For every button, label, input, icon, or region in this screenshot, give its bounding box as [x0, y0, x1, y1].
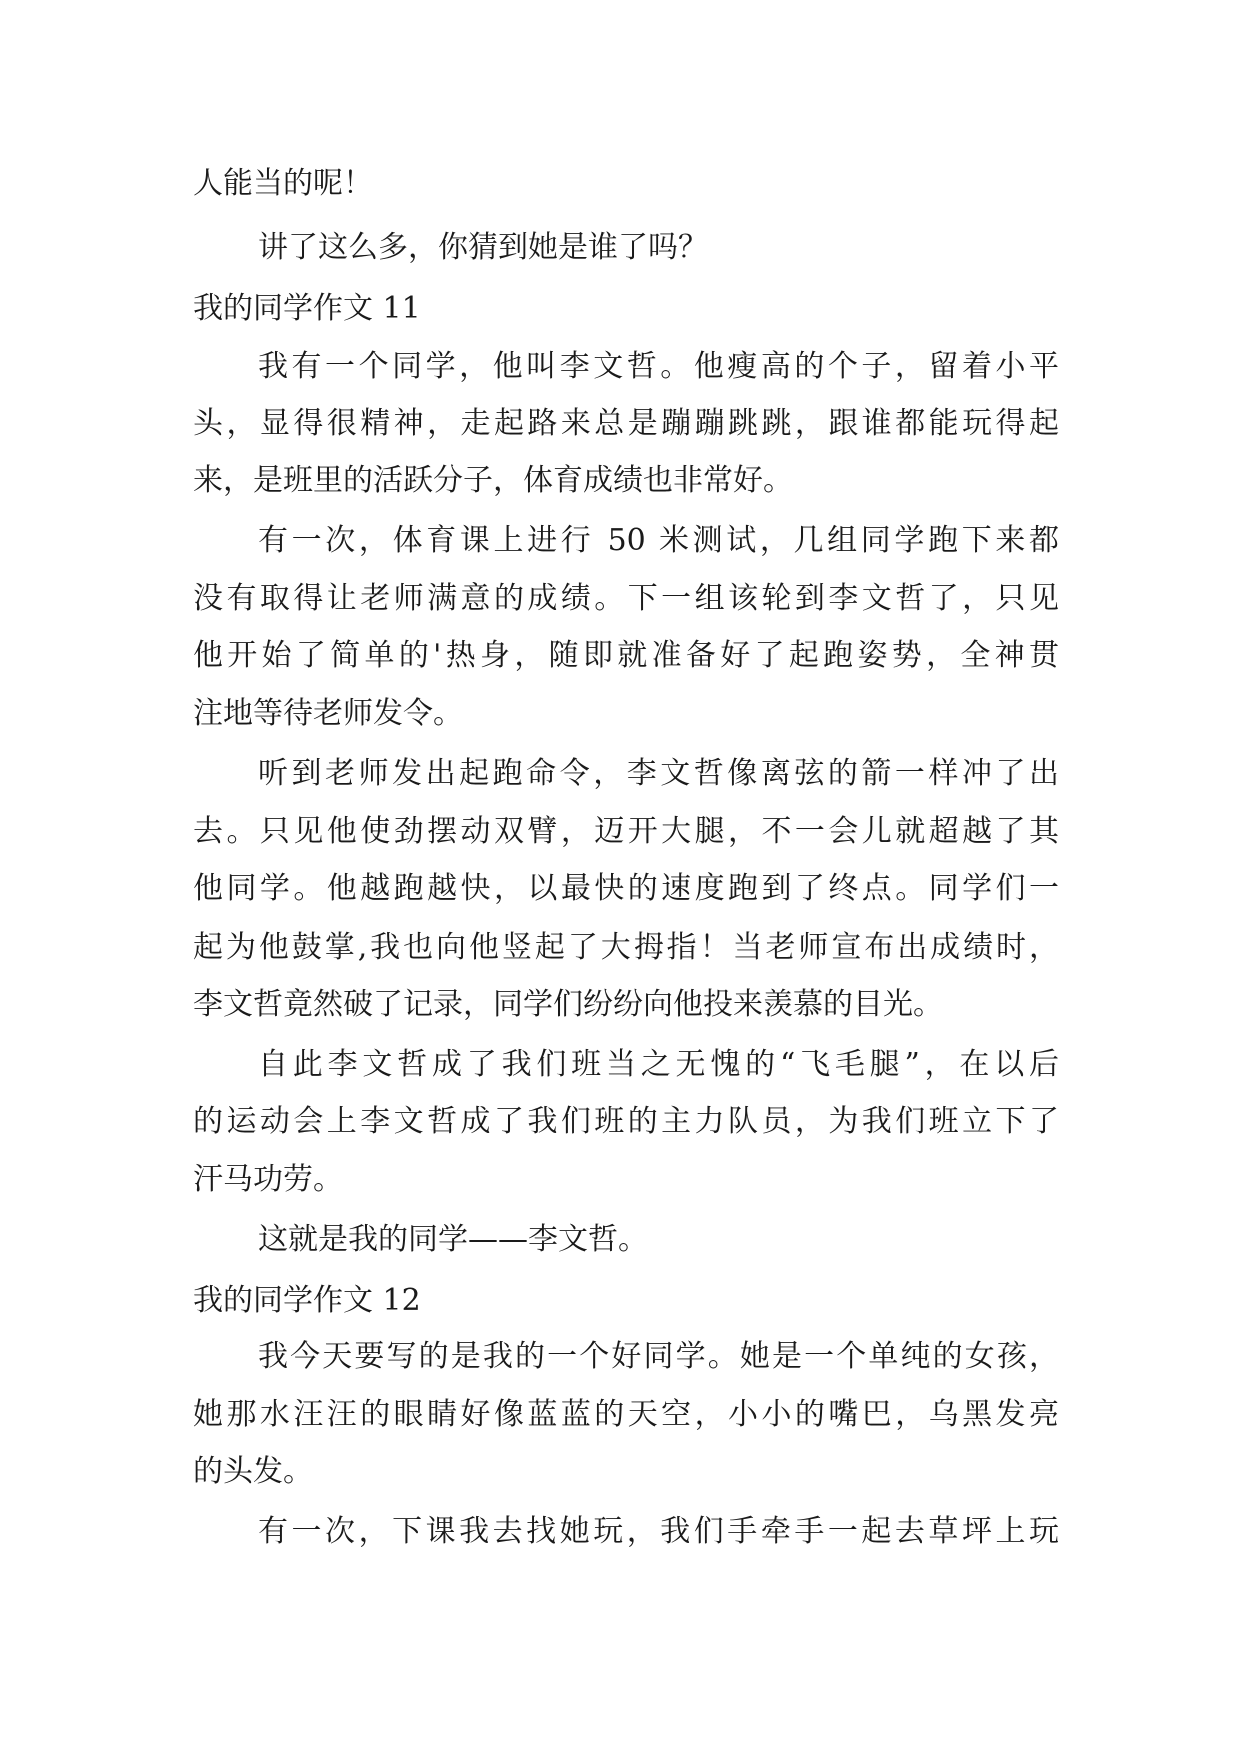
text-line: 起为他鼓掌,我也向他竖起了大拇指！当老师宣布出成绩时，: [193, 930, 1059, 965]
text-line: 自此李文哲成了我们班当之无愧的“飞毛腿”，在以后: [258, 1047, 1059, 1082]
text-line: 有一次，体育课上进行 50 米测试，几组同学跑下来都: [258, 523, 1059, 558]
text-line: 的头发。: [193, 1454, 313, 1489]
text-line: 人能当的呢！: [193, 166, 373, 201]
text-line: 我有一个同学，他叫李文哲。他瘦高的个子，留着小平: [258, 349, 1059, 384]
text-line: 他开始了简单的'热身，随即就准备好了起跑姿势，全神贯: [193, 638, 1059, 673]
text-line: 讲了这么多，你猜到她是谁了吗？: [258, 230, 708, 265]
text-line: 来，是班里的活跃分子，体育成绩也非常好。: [193, 463, 793, 498]
text-line: 没有取得让老师满意的成绩。下一组该轮到李文哲了，只见: [193, 581, 1059, 616]
text-line: 李文哲竟然破了记录，同学们纷纷向他投来羡慕的目光。: [193, 987, 943, 1022]
text-line: 我今天要写的是我的一个好同学。她是一个单纯的女孩，: [258, 1339, 1059, 1374]
text-line: 去。只见他使劲摆动双臂，迈开大腿，不一会儿就超越了其: [193, 814, 1059, 849]
text-line: 这就是我的同学——李文哲。: [258, 1222, 648, 1257]
section-heading: 我的同学作文 11: [193, 291, 421, 326]
text-line: 有一次，下课我去找她玩，我们手牵手一起去草坪上玩: [258, 1514, 1059, 1549]
text-line: 汗马功劳。: [193, 1162, 343, 1197]
text-line: 她那水汪汪的眼睛好像蓝蓝的天空，小小的嘴巴，乌黑发亮: [193, 1397, 1059, 1432]
text-line: 他同学。他越跑越快，以最快的速度跑到了终点。同学们一: [193, 871, 1059, 906]
text-line: 听到老师发出起跑命令，李文哲像离弦的箭一样冲了出: [258, 756, 1059, 791]
section-heading: 我的同学作文 12: [193, 1283, 421, 1318]
text-line: 头，显得很精神，走起路来总是蹦蹦跳跳，跟谁都能玩得起: [193, 406, 1059, 441]
text-line: 注地等待老师发令。: [193, 696, 463, 731]
text-line: 的运动会上李文哲成了我们班的主力队员，为我们班立下了: [193, 1104, 1059, 1139]
